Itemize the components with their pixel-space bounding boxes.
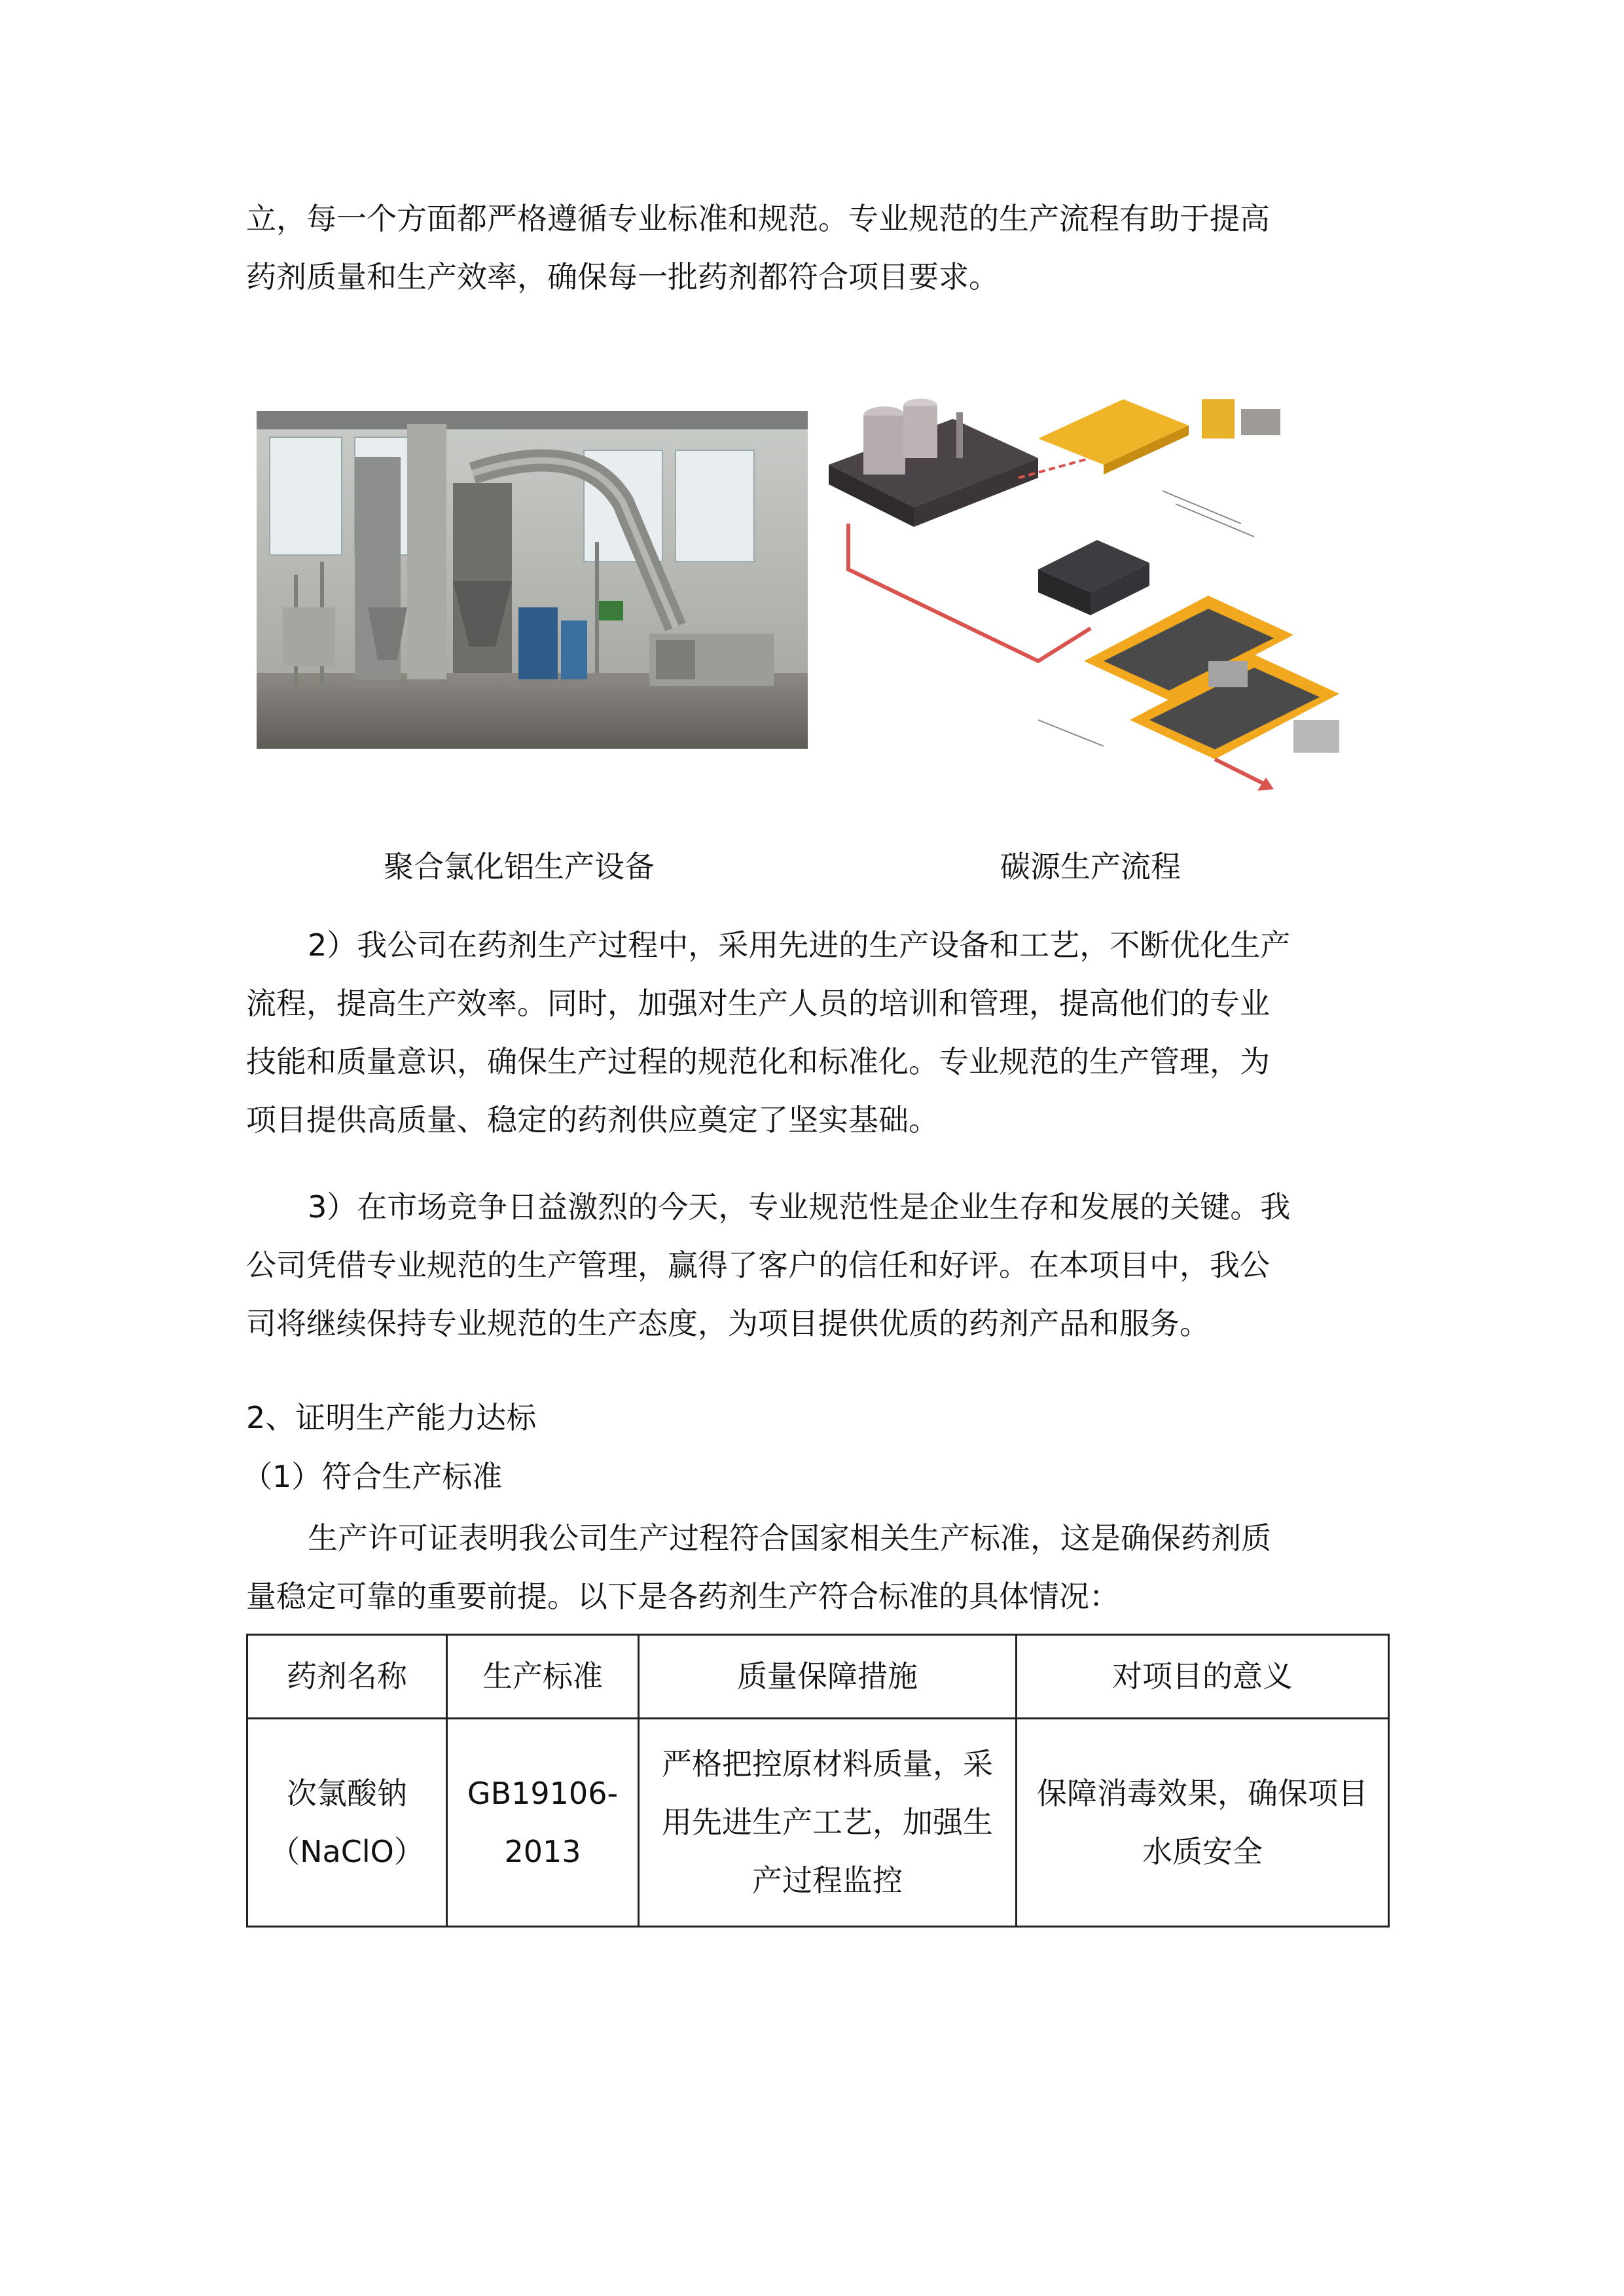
paragraph-2 (246, 916, 1386, 1149)
column-header-name: 药剂名称 (247, 1635, 447, 1719)
column-header-measures: 质量保障措施 (639, 1635, 1017, 1719)
cell-line: 水质安全 (1142, 1833, 1263, 1869)
left-figure-caption: 聚合氯化铝生产设备 (384, 849, 655, 884)
column-header-standard: 生产标准 (447, 1635, 639, 1719)
cell-line: 严格把控原材料质量，采 (662, 1746, 993, 1782)
text-line: 技能和质量意识，确保生产过程的规范化和标准化。专业规范的生产管理，为 (246, 1044, 1270, 1079)
cell-measures (639, 1719, 1017, 1927)
cell-line: GB19106- (467, 1775, 619, 1811)
text-line: 2）我公司在药剂生产过程中，采用先进的生产设备和工艺，不断优化生产 (308, 927, 1291, 963)
text-line: 3）在市场竞争日益激烈的今天，专业规范性是企业生存和发展的关键。我 (308, 1189, 1291, 1225)
column-header-significance: 对项目的意义 (1017, 1635, 1389, 1719)
text-line: 立，每一个方面都严格遵循专业标准和规范。专业规范的生产流程有助于提高 (246, 201, 1270, 236)
cell-line: （NaClO） (270, 1833, 424, 1869)
text-line: 生产许可证表明我公司生产过程符合国家相关生产标准，这是确保药剂质 (308, 1520, 1271, 1556)
paragraph-3 (246, 1178, 1386, 1353)
text-line: 公司凭借专业规范的生产管理，赢得了客户的信任和好评。在本项目中，我公 (246, 1247, 1270, 1283)
cell-significance (1017, 1719, 1389, 1927)
standards-table (246, 1634, 1390, 1928)
cell-line: 产过程监控 (752, 1863, 903, 1898)
right-figure-caption: 碳源生产流程 (1000, 849, 1181, 884)
section-heading: 2、证明生产能力达标 (246, 1400, 537, 1435)
carbon-source-process-diagram (822, 353, 1385, 805)
cell-line: 次氯酸钠 (287, 1775, 407, 1811)
table-row (247, 1719, 1389, 1927)
section-subheading: （1）符合生产标准 (242, 1459, 503, 1494)
cell-line: 保障消毒效果，确保项目 (1037, 1775, 1368, 1811)
pac-equipment-photo (257, 411, 808, 749)
text-line: 项目提供高质量、稳定的药剂供应奠定了坚实基础。 (246, 1102, 939, 1138)
text-line: 流程，提高生产效率。同时，加强对生产人员的培训和管理，提高他们的专业 (246, 986, 1270, 1021)
intro-paragraph (246, 190, 1386, 306)
text-line: 药剂质量和生产效率，确保每一批药剂都符合项目要求。 (246, 259, 999, 295)
paragraph-4 (246, 1509, 1386, 1626)
cell-line: 2013 (504, 1833, 581, 1869)
text-line: 司将继续保持专业规范的生产态度，为项目提供优质的药剂产品和服务。 (246, 1306, 1210, 1341)
cell-line: 用先进生产工艺，加强生 (662, 1804, 993, 1840)
cell-chemical-name (247, 1719, 447, 1927)
table-header-row (247, 1635, 1389, 1719)
cell-standard (447, 1719, 639, 1927)
text-line: 量稳定可靠的重要前提。以下是各药剂生产符合标准的具体情况： (246, 1579, 1119, 1614)
